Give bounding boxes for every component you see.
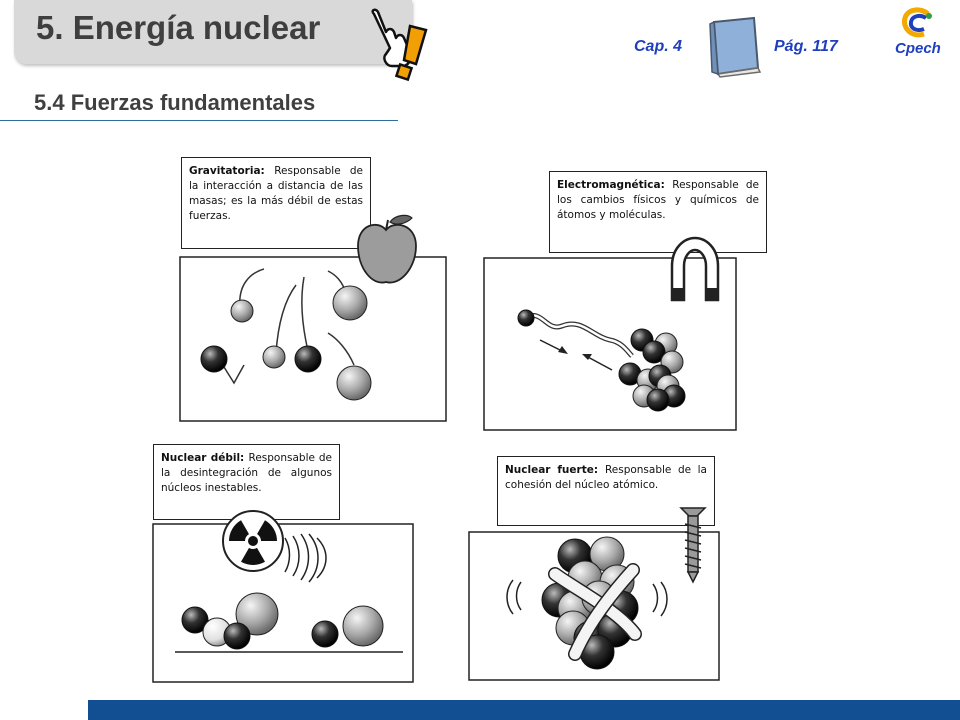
logo-text: Cpech	[895, 40, 941, 57]
book-icon	[706, 16, 766, 78]
strong-nuclear-name: Nuclear fuerte:	[505, 464, 605, 476]
electromagnetic-text: Responsable de los cambios físicos y químicos de átomos y moléculas.	[557, 179, 759, 221]
screw-icon	[679, 504, 707, 584]
subtitle-divider	[0, 120, 398, 121]
magnet-icon	[664, 234, 726, 304]
footer-bar	[88, 700, 960, 720]
electromagnetic-caption	[549, 171, 767, 253]
chapter-label: Cap. 4	[634, 38, 683, 55]
electromagnetic-name: Electromagnética:	[557, 179, 673, 191]
section-subtitle: 5.4 Fuerzas fundamentales	[34, 90, 316, 115]
pointing-hand-icon	[360, 4, 440, 86]
radiation-icon	[221, 509, 285, 573]
gravitational-name: Gravitatoria:	[189, 165, 275, 177]
page-title: 5. Energía nuclear	[36, 9, 321, 46]
gravitational-text: Responsable de la interacción a distancia de las masas; es la más débil de estas fuerzas.	[189, 165, 363, 222]
apple-icon	[354, 212, 422, 292]
weak-nuclear-text: Responsable de la desintegración de algunos núcleos inestables.	[161, 452, 332, 494]
cpech-logo	[896, 6, 940, 42]
strong-nuclear-text: Responsable de la cohesión del núcleo atómico.	[505, 464, 707, 491]
gravitational-caption	[181, 157, 371, 249]
page-label: Pág. 117	[774, 38, 838, 55]
weak-nuclear-name: Nuclear débil:	[161, 452, 249, 464]
